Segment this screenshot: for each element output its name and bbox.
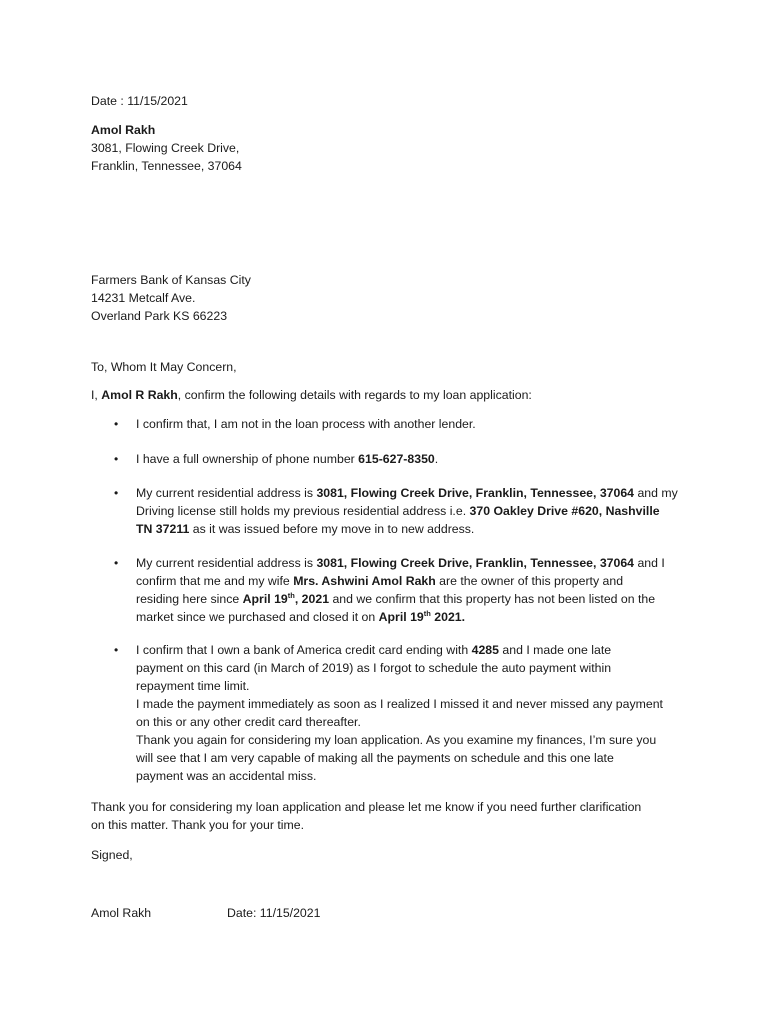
recipient-line2: 14231 Metcalf Ave. xyxy=(91,291,196,305)
closing-paragraph: Thank you for considering my loan application and please let me know if you need further clarification on this matter. Thank you for your time. xyxy=(91,800,642,832)
sender-name: Amol Rakh xyxy=(91,123,156,137)
signature-date: Date: 11/15/2021 xyxy=(227,906,321,920)
phone-number: 615-627-8350 xyxy=(358,452,435,466)
sender-address-line1: 3081, Flowing Creek Drive, xyxy=(91,141,240,155)
bullet-icon: • xyxy=(114,556,119,570)
letter-page: Date : 11/15/2021 Amol Rakh 3081, Flowing Creek Drive, Franklin, Tennessee, 37064 Farmers Bank of Kansas City 14231 Metcalf Ave. Overland Park KS 66223 To, Whom It May Concern, I, Amol R Rakh, confirm the following details with regards to my loan application: • I confirm that, I am not in the loan process with another lender. • I have a full ownership of phone number 615-627-8350. • My current residential address is 3081, Flowing Creek Drive, Franklin, Tennessee, 37064 and my Driving license still holds my previous residential address i.e. 370 Oakley Drive #620, Nashville TN 37211 as it was issued before my move in to new address. • My current residential address is 3081, Flowing Creek Drive, Franklin, Tennessee, 37064 and I confirm that me and my wife Mrs. Ashwini Amol Rakh are the owner of this property and residing here since April 19th, 2021 and we confirm that this property has not been listed on the market since we purchased and closed it on April 19th 2021. • I confirm that I own a bank of America credit card ending with 4285 and I made one late payment on this card (in March of 2019) as I forgot to schedule the auto payment within repayment time limit. I made the payment immediately as soon as I realized I missed it and never missed any payment on this or any other credit card thereafter. Thank you again for considering my loan application. As you examine my finances, I’m sure you will see that I am very capable of making all the payments on schedule and this one late payment was an accidental miss. Thank you for considering my loan application and please let me know if you need further clarification on this matter. Thank you for your time. Signed, Amol Rakh Date: 11/15/2021 xyxy=(0,0,768,1024)
signed-label: Signed, xyxy=(91,848,133,862)
bullet-icon: • xyxy=(114,452,119,466)
intro-name: Amol R Rakh xyxy=(101,388,178,402)
signature-name: Amol Rakh xyxy=(91,906,152,920)
recipient-block xyxy=(91,271,681,325)
intro-paragraph: I, Amol R Rakh, confirm the following details with regards to my loan application: xyxy=(91,388,532,402)
bullet-icon: • xyxy=(114,643,119,657)
bullet-icon: • xyxy=(114,417,119,431)
recipient-line3: Overland Park KS 66223 xyxy=(91,309,228,323)
letter-date: Date : 11/15/2021 xyxy=(91,94,188,108)
sender-address-line2: Franklin, Tennessee, 37064 xyxy=(91,159,242,173)
sender-block xyxy=(91,121,681,175)
recipient-line1: Farmers Bank of Kansas City xyxy=(91,273,251,287)
salutation: To, Whom It May Concern, xyxy=(91,360,237,374)
bullet-icon: • xyxy=(114,486,119,500)
